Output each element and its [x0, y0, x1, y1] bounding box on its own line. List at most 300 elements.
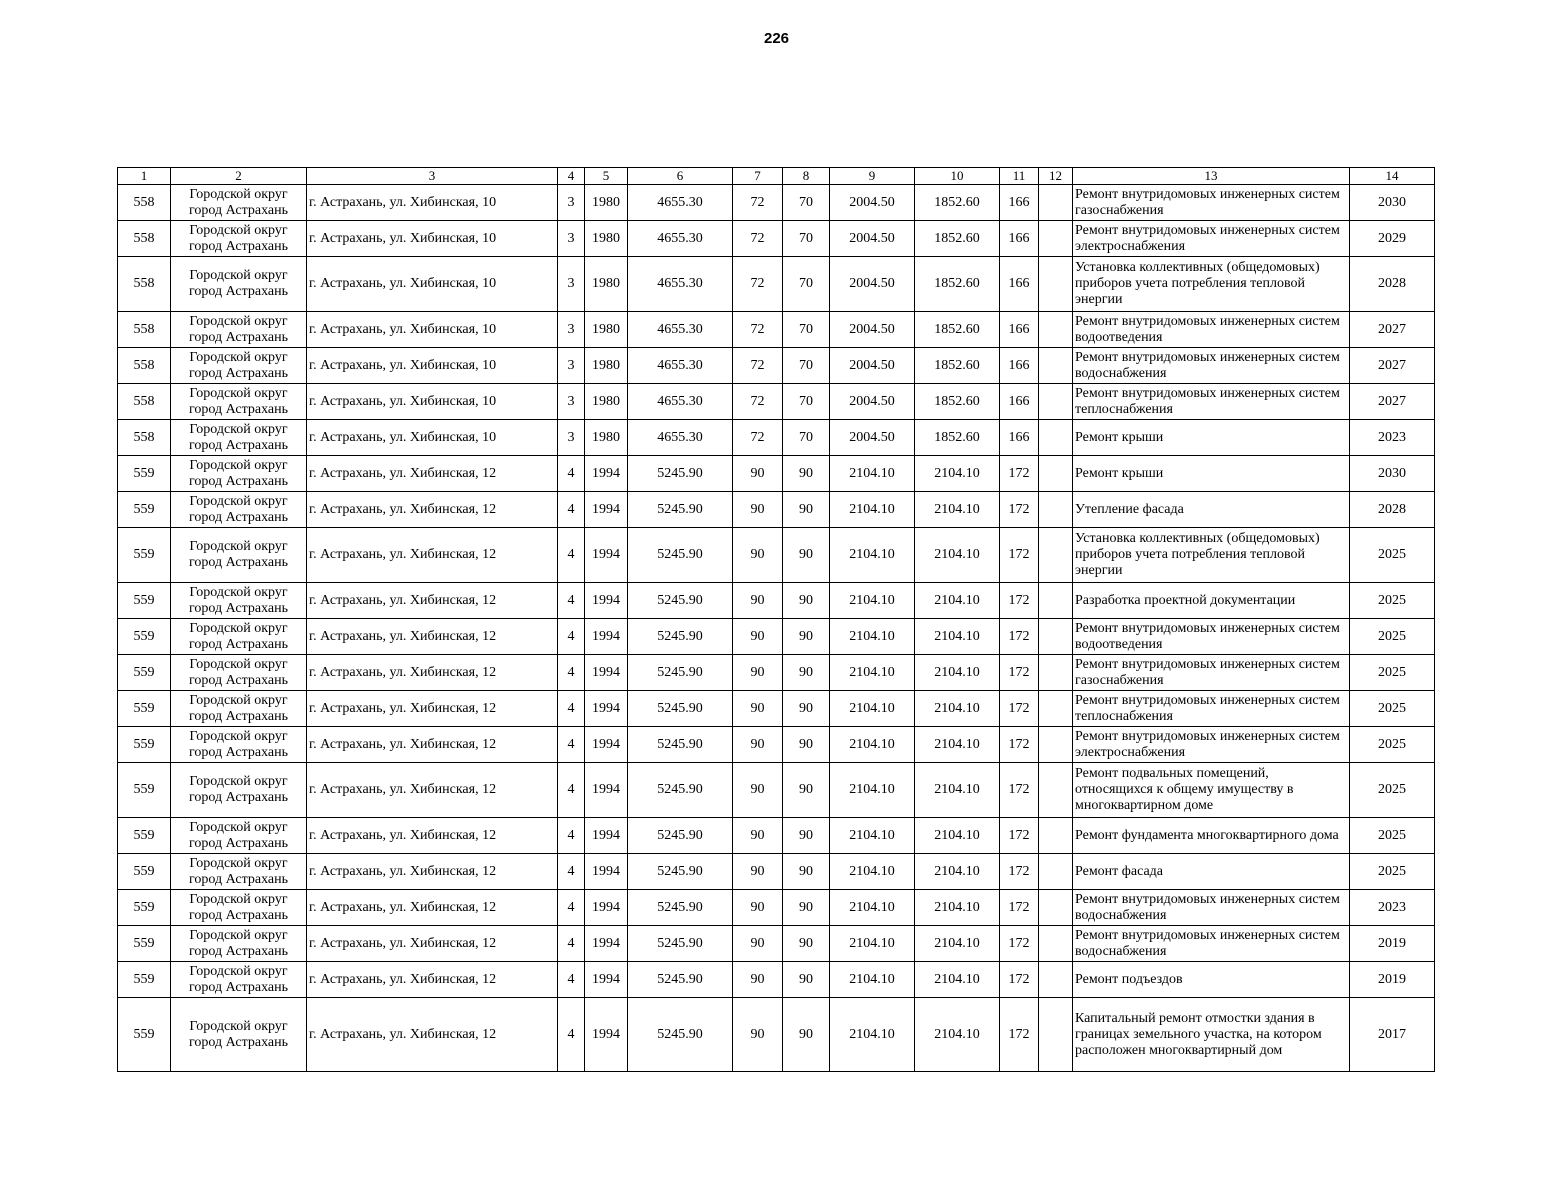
record-number-cell: 558	[118, 221, 171, 257]
col12-cell	[1039, 854, 1073, 890]
table-row	[118, 257, 1435, 312]
col7-cell: 72	[733, 312, 783, 348]
col9-cell: 2004.50	[830, 221, 915, 257]
col7-cell: 90	[733, 619, 783, 655]
floors-cell: 4	[558, 818, 585, 854]
municipality-cell: Городской округ город Астрахань	[171, 655, 307, 691]
col10-cell: 2104.10	[915, 492, 1000, 528]
col7-cell: 90	[733, 727, 783, 763]
col12-cell	[1039, 818, 1073, 854]
planned-year-cell: 2025	[1350, 691, 1435, 727]
year-built-cell: 1980	[585, 312, 628, 348]
year-built-cell: 1994	[585, 691, 628, 727]
municipality-cell: Городской округ город Астрахань	[171, 962, 307, 998]
total-area-cell: 4655.30	[628, 384, 733, 420]
record-number-cell: 558	[118, 257, 171, 312]
floors-cell: 3	[558, 185, 585, 221]
col10-cell: 2104.10	[915, 583, 1000, 619]
col10-cell: 1852.60	[915, 348, 1000, 384]
table-row	[118, 727, 1435, 763]
year-built-cell: 1994	[585, 655, 628, 691]
total-area-cell: 5245.90	[628, 727, 733, 763]
address-cell: г. Астрахань, ул. Хибинская, 12	[307, 926, 558, 962]
table-row	[118, 926, 1435, 962]
work-type-cell: Ремонт внутридомовых инженерных систем газоснабжения	[1073, 655, 1350, 691]
floors-cell: 4	[558, 583, 585, 619]
address-cell: г. Астрахань, ул. Хибинская, 12	[307, 763, 558, 818]
table-row	[118, 619, 1435, 655]
total-area-cell: 5245.90	[628, 492, 733, 528]
col7-cell: 90	[733, 583, 783, 619]
floors-cell: 4	[558, 962, 585, 998]
col7-cell: 90	[733, 492, 783, 528]
municipality-cell: Городской округ город Астрахань	[171, 998, 307, 1072]
residents-cell: 172	[1000, 655, 1039, 691]
col8-cell: 90	[783, 926, 830, 962]
record-number-cell: 559	[118, 854, 171, 890]
residents-cell: 172	[1000, 962, 1039, 998]
planned-year-cell: 2025	[1350, 818, 1435, 854]
total-area-cell: 5245.90	[628, 583, 733, 619]
planned-year-cell: 2019	[1350, 926, 1435, 962]
column-number-6: 6	[628, 168, 733, 185]
col9-cell: 2104.10	[830, 854, 915, 890]
table-row	[118, 348, 1435, 384]
municipality-cell: Городской округ город Астрахань	[171, 528, 307, 583]
municipality-cell: Городской округ город Астрахань	[171, 691, 307, 727]
table-row	[118, 962, 1435, 998]
floors-cell: 4	[558, 528, 585, 583]
table-row	[118, 420, 1435, 456]
floors-cell: 4	[558, 926, 585, 962]
year-built-cell: 1980	[585, 384, 628, 420]
address-cell: г. Астрахань, ул. Хибинская, 12	[307, 655, 558, 691]
planned-year-cell: 2025	[1350, 619, 1435, 655]
col9-cell: 2104.10	[830, 655, 915, 691]
col8-cell: 70	[783, 348, 830, 384]
work-type-cell: Ремонт внутридомовых инженерных систем водоснабжения	[1073, 926, 1350, 962]
year-built-cell: 1994	[585, 619, 628, 655]
table-row	[118, 185, 1435, 221]
work-type-cell: Разработка проектной документации	[1073, 583, 1350, 619]
column-number-13: 13	[1073, 168, 1350, 185]
col10-cell: 2104.10	[915, 691, 1000, 727]
floors-cell: 4	[558, 854, 585, 890]
work-type-cell: Ремонт внутридомовых инженерных систем водоснабжения	[1073, 890, 1350, 926]
planned-year-cell: 2030	[1350, 185, 1435, 221]
floors-cell: 4	[558, 890, 585, 926]
col10-cell: 2104.10	[915, 818, 1000, 854]
residents-cell: 172	[1000, 456, 1039, 492]
address-cell: г. Астрахань, ул. Хибинская, 12	[307, 818, 558, 854]
col9-cell: 2104.10	[830, 962, 915, 998]
total-area-cell: 4655.30	[628, 257, 733, 312]
col12-cell	[1039, 998, 1073, 1072]
total-area-cell: 5245.90	[628, 926, 733, 962]
col8-cell: 90	[783, 818, 830, 854]
total-area-cell: 5245.90	[628, 890, 733, 926]
col7-cell: 72	[733, 420, 783, 456]
year-built-cell: 1980	[585, 348, 628, 384]
column-number-5: 5	[585, 168, 628, 185]
total-area-cell: 5245.90	[628, 456, 733, 492]
table-row	[118, 890, 1435, 926]
col7-cell: 90	[733, 528, 783, 583]
work-type-cell: Установка коллективных (общедомовых) приборов учета потребления тепловой энергии	[1073, 257, 1350, 312]
residents-cell: 172	[1000, 763, 1039, 818]
col12-cell	[1039, 312, 1073, 348]
work-type-cell: Ремонт подъездов	[1073, 962, 1350, 998]
column-number-7: 7	[733, 168, 783, 185]
address-cell: г. Астрахань, ул. Хибинская, 12	[307, 583, 558, 619]
work-type-cell: Ремонт внутридомовых инженерных систем теплоснабжения	[1073, 691, 1350, 727]
col8-cell: 90	[783, 528, 830, 583]
column-number-4: 4	[558, 168, 585, 185]
col8-cell: 90	[783, 456, 830, 492]
floors-cell: 4	[558, 492, 585, 528]
table-row	[118, 492, 1435, 528]
address-cell: г. Астрахань, ул. Хибинская, 10	[307, 257, 558, 312]
col9-cell: 2004.50	[830, 185, 915, 221]
col10-cell: 2104.10	[915, 655, 1000, 691]
col9-cell: 2004.50	[830, 257, 915, 312]
floors-cell: 3	[558, 312, 585, 348]
col10-cell: 1852.60	[915, 185, 1000, 221]
planned-year-cell: 2028	[1350, 492, 1435, 528]
record-number-cell: 558	[118, 420, 171, 456]
address-cell: г. Астрахань, ул. Хибинская, 10	[307, 312, 558, 348]
municipality-cell: Городской округ город Астрахань	[171, 763, 307, 818]
col12-cell	[1039, 619, 1073, 655]
planned-year-cell: 2025	[1350, 528, 1435, 583]
page-number: 226	[763, 30, 790, 47]
address-cell: г. Астрахань, ул. Хибинская, 12	[307, 962, 558, 998]
column-number-row	[118, 168, 1435, 185]
col12-cell	[1039, 890, 1073, 926]
col12-cell	[1039, 962, 1073, 998]
year-built-cell: 1994	[585, 818, 628, 854]
record-number-cell: 558	[118, 384, 171, 420]
residents-cell: 166	[1000, 384, 1039, 420]
table-row	[118, 312, 1435, 348]
table-row	[118, 221, 1435, 257]
floors-cell: 3	[558, 221, 585, 257]
year-built-cell: 1994	[585, 528, 628, 583]
floors-cell: 4	[558, 691, 585, 727]
year-built-cell: 1994	[585, 962, 628, 998]
municipality-cell: Городской округ город Астрахань	[171, 456, 307, 492]
total-area-cell: 5245.90	[628, 962, 733, 998]
col12-cell	[1039, 727, 1073, 763]
col7-cell: 90	[733, 962, 783, 998]
col8-cell: 90	[783, 727, 830, 763]
col7-cell: 90	[733, 456, 783, 492]
col8-cell: 70	[783, 312, 830, 348]
total-area-cell: 4655.30	[628, 221, 733, 257]
municipality-cell: Городской округ город Астрахань	[171, 185, 307, 221]
table-row	[118, 528, 1435, 583]
col10-cell: 2104.10	[915, 854, 1000, 890]
floors-cell: 3	[558, 420, 585, 456]
planned-year-cell: 2025	[1350, 727, 1435, 763]
col7-cell: 72	[733, 221, 783, 257]
col8-cell: 90	[783, 691, 830, 727]
year-built-cell: 1994	[585, 926, 628, 962]
col8-cell: 70	[783, 185, 830, 221]
col7-cell: 72	[733, 348, 783, 384]
col8-cell: 90	[783, 763, 830, 818]
col9-cell: 2104.10	[830, 926, 915, 962]
col9-cell: 2104.10	[830, 818, 915, 854]
col12-cell	[1039, 583, 1073, 619]
planned-year-cell: 2025	[1350, 763, 1435, 818]
work-type-cell: Ремонт фундамента многоквартирного дома	[1073, 818, 1350, 854]
municipality-cell: Городской округ город Астрахань	[171, 492, 307, 528]
year-built-cell: 1980	[585, 257, 628, 312]
col8-cell: 90	[783, 962, 830, 998]
planned-year-cell: 2025	[1350, 854, 1435, 890]
col12-cell	[1039, 691, 1073, 727]
col12-cell	[1039, 492, 1073, 528]
total-area-cell: 4655.30	[628, 348, 733, 384]
table-row	[118, 384, 1435, 420]
residents-cell: 166	[1000, 312, 1039, 348]
year-built-cell: 1994	[585, 763, 628, 818]
col8-cell: 70	[783, 221, 830, 257]
column-number-9: 9	[830, 168, 915, 185]
residents-cell: 166	[1000, 348, 1039, 384]
col8-cell: 70	[783, 384, 830, 420]
col7-cell: 72	[733, 185, 783, 221]
total-area-cell: 4655.30	[628, 185, 733, 221]
year-built-cell: 1980	[585, 221, 628, 257]
col9-cell: 2104.10	[830, 619, 915, 655]
record-number-cell: 559	[118, 456, 171, 492]
col10-cell: 2104.10	[915, 962, 1000, 998]
residents-cell: 172	[1000, 998, 1039, 1072]
address-cell: г. Астрахань, ул. Хибинская, 10	[307, 221, 558, 257]
col7-cell: 90	[733, 926, 783, 962]
residents-cell: 172	[1000, 492, 1039, 528]
col9-cell: 2104.10	[830, 727, 915, 763]
col9-cell: 2104.10	[830, 583, 915, 619]
address-cell: г. Астрахань, ул. Хибинская, 12	[307, 890, 558, 926]
address-cell: г. Астрахань, ул. Хибинская, 12	[307, 528, 558, 583]
col8-cell: 70	[783, 257, 830, 312]
col9-cell: 2104.10	[830, 456, 915, 492]
municipality-cell: Городской округ город Астрахань	[171, 257, 307, 312]
total-area-cell: 5245.90	[628, 854, 733, 890]
record-number-cell: 559	[118, 727, 171, 763]
work-type-cell: Ремонт крыши	[1073, 456, 1350, 492]
residents-cell: 172	[1000, 926, 1039, 962]
residents-cell: 172	[1000, 854, 1039, 890]
col9-cell: 2004.50	[830, 384, 915, 420]
work-type-cell: Ремонт внутридомовых инженерных систем водоотведения	[1073, 312, 1350, 348]
col7-cell: 90	[733, 655, 783, 691]
address-cell: г. Астрахань, ул. Хибинская, 12	[307, 456, 558, 492]
col10-cell: 2104.10	[915, 528, 1000, 583]
record-number-cell: 559	[118, 528, 171, 583]
col7-cell: 90	[733, 818, 783, 854]
total-area-cell: 5245.90	[628, 619, 733, 655]
table-row	[118, 583, 1435, 619]
col10-cell: 1852.60	[915, 221, 1000, 257]
col10-cell: 2104.10	[915, 456, 1000, 492]
col8-cell: 90	[783, 854, 830, 890]
residents-cell: 166	[1000, 257, 1039, 312]
table-row	[118, 818, 1435, 854]
year-built-cell: 1980	[585, 420, 628, 456]
work-type-cell: Утепление фасада	[1073, 492, 1350, 528]
record-number-cell: 558	[118, 312, 171, 348]
residents-cell: 166	[1000, 420, 1039, 456]
col12-cell	[1039, 257, 1073, 312]
address-cell: г. Астрахань, ул. Хибинская, 12	[307, 998, 558, 1072]
planned-year-cell: 2025	[1350, 655, 1435, 691]
col9-cell: 2104.10	[830, 890, 915, 926]
work-type-cell: Ремонт внутридомовых инженерных систем водоотведения	[1073, 619, 1350, 655]
column-number-1: 1	[118, 168, 171, 185]
work-type-cell: Ремонт фасада	[1073, 854, 1350, 890]
table-row	[118, 854, 1435, 890]
year-built-cell: 1994	[585, 492, 628, 528]
col8-cell: 90	[783, 998, 830, 1072]
col12-cell	[1039, 655, 1073, 691]
col10-cell: 1852.60	[915, 420, 1000, 456]
planned-year-cell: 2017	[1350, 998, 1435, 1072]
column-number-3: 3	[307, 168, 558, 185]
total-area-cell: 5245.90	[628, 691, 733, 727]
municipality-cell: Городской округ город Астрахань	[171, 348, 307, 384]
work-type-cell: Ремонт внутридомовых инженерных систем теплоснабжения	[1073, 384, 1350, 420]
col12-cell	[1039, 420, 1073, 456]
residents-cell: 172	[1000, 691, 1039, 727]
record-number-cell: 558	[118, 185, 171, 221]
record-number-cell: 559	[118, 492, 171, 528]
residents-cell: 166	[1000, 185, 1039, 221]
col8-cell: 90	[783, 492, 830, 528]
floors-cell: 4	[558, 456, 585, 492]
column-number-8: 8	[783, 168, 830, 185]
planned-year-cell: 2027	[1350, 348, 1435, 384]
table-row	[118, 655, 1435, 691]
record-number-cell: 559	[118, 926, 171, 962]
col12-cell	[1039, 348, 1073, 384]
col12-cell	[1039, 926, 1073, 962]
municipality-cell: Городской округ город Астрахань	[171, 583, 307, 619]
planned-year-cell: 2023	[1350, 890, 1435, 926]
work-type-cell: Ремонт крыши	[1073, 420, 1350, 456]
col12-cell	[1039, 528, 1073, 583]
year-built-cell: 1994	[585, 583, 628, 619]
record-number-cell: 558	[118, 348, 171, 384]
residents-cell: 172	[1000, 528, 1039, 583]
record-number-cell: 559	[118, 890, 171, 926]
municipality-cell: Городской округ город Астрахань	[171, 926, 307, 962]
work-type-cell: Ремонт внутридомовых инженерных систем водоснабжения	[1073, 348, 1350, 384]
col7-cell: 90	[733, 691, 783, 727]
col9-cell: 2004.50	[830, 348, 915, 384]
record-number-cell: 559	[118, 818, 171, 854]
col7-cell: 90	[733, 854, 783, 890]
planned-year-cell: 2027	[1350, 384, 1435, 420]
residents-cell: 172	[1000, 583, 1039, 619]
floors-cell: 4	[558, 727, 585, 763]
residents-cell: 166	[1000, 221, 1039, 257]
floors-cell: 4	[558, 998, 585, 1072]
planned-year-cell: 2025	[1350, 583, 1435, 619]
col9-cell: 2104.10	[830, 998, 915, 1072]
col7-cell: 90	[733, 890, 783, 926]
address-cell: г. Астрахань, ул. Хибинская, 12	[307, 691, 558, 727]
year-built-cell: 1980	[585, 185, 628, 221]
address-cell: г. Астрахань, ул. Хибинская, 10	[307, 348, 558, 384]
planned-year-cell: 2029	[1350, 221, 1435, 257]
municipality-cell: Городской округ город Астрахань	[171, 221, 307, 257]
work-type-cell: Капитальный ремонт отмостки здания в границах земельного участка, на котором расположен многоквартирный дом	[1073, 998, 1350, 1072]
address-cell: г. Астрахань, ул. Хибинская, 10	[307, 185, 558, 221]
year-built-cell: 1994	[585, 998, 628, 1072]
column-number-12: 12	[1039, 168, 1073, 185]
col10-cell: 1852.60	[915, 312, 1000, 348]
municipality-cell: Городской округ город Астрахань	[171, 818, 307, 854]
record-number-cell: 559	[118, 619, 171, 655]
total-area-cell: 5245.90	[628, 655, 733, 691]
col8-cell: 90	[783, 583, 830, 619]
floors-cell: 4	[558, 619, 585, 655]
col10-cell: 2104.10	[915, 998, 1000, 1072]
col8-cell: 90	[783, 655, 830, 691]
record-number-cell: 559	[118, 763, 171, 818]
col9-cell: 2104.10	[830, 763, 915, 818]
col8-cell: 90	[783, 890, 830, 926]
total-area-cell: 5245.90	[628, 763, 733, 818]
year-built-cell: 1994	[585, 456, 628, 492]
total-area-cell: 4655.30	[628, 420, 733, 456]
planned-year-cell: 2030	[1350, 456, 1435, 492]
planned-year-cell: 2028	[1350, 257, 1435, 312]
table-row	[118, 691, 1435, 727]
total-area-cell: 4655.30	[628, 312, 733, 348]
column-number-11: 11	[1000, 168, 1039, 185]
col9-cell: 2004.50	[830, 312, 915, 348]
record-number-cell: 559	[118, 583, 171, 619]
table-row	[118, 456, 1435, 492]
address-cell: г. Астрахань, ул. Хибинская, 12	[307, 619, 558, 655]
column-number-2: 2	[171, 168, 307, 185]
record-number-cell: 559	[118, 691, 171, 727]
municipality-cell: Городской округ город Астрахань	[171, 890, 307, 926]
year-built-cell: 1994	[585, 890, 628, 926]
work-type-cell: Ремонт внутридомовых инженерных систем газоснабжения	[1073, 185, 1350, 221]
col9-cell: 2004.50	[830, 420, 915, 456]
column-number-10: 10	[915, 168, 1000, 185]
municipality-cell: Городской округ город Астрахань	[171, 619, 307, 655]
residents-cell: 172	[1000, 619, 1039, 655]
col12-cell	[1039, 763, 1073, 818]
col10-cell: 2104.10	[915, 763, 1000, 818]
col10-cell: 2104.10	[915, 727, 1000, 763]
planned-year-cell: 2023	[1350, 420, 1435, 456]
address-cell: г. Астрахань, ул. Хибинская, 12	[307, 492, 558, 528]
total-area-cell: 5245.90	[628, 998, 733, 1072]
table-body	[118, 185, 1435, 1072]
col10-cell: 1852.60	[915, 384, 1000, 420]
record-number-cell: 559	[118, 655, 171, 691]
address-cell: г. Астрахань, ул. Хибинская, 10	[307, 420, 558, 456]
floors-cell: 3	[558, 348, 585, 384]
